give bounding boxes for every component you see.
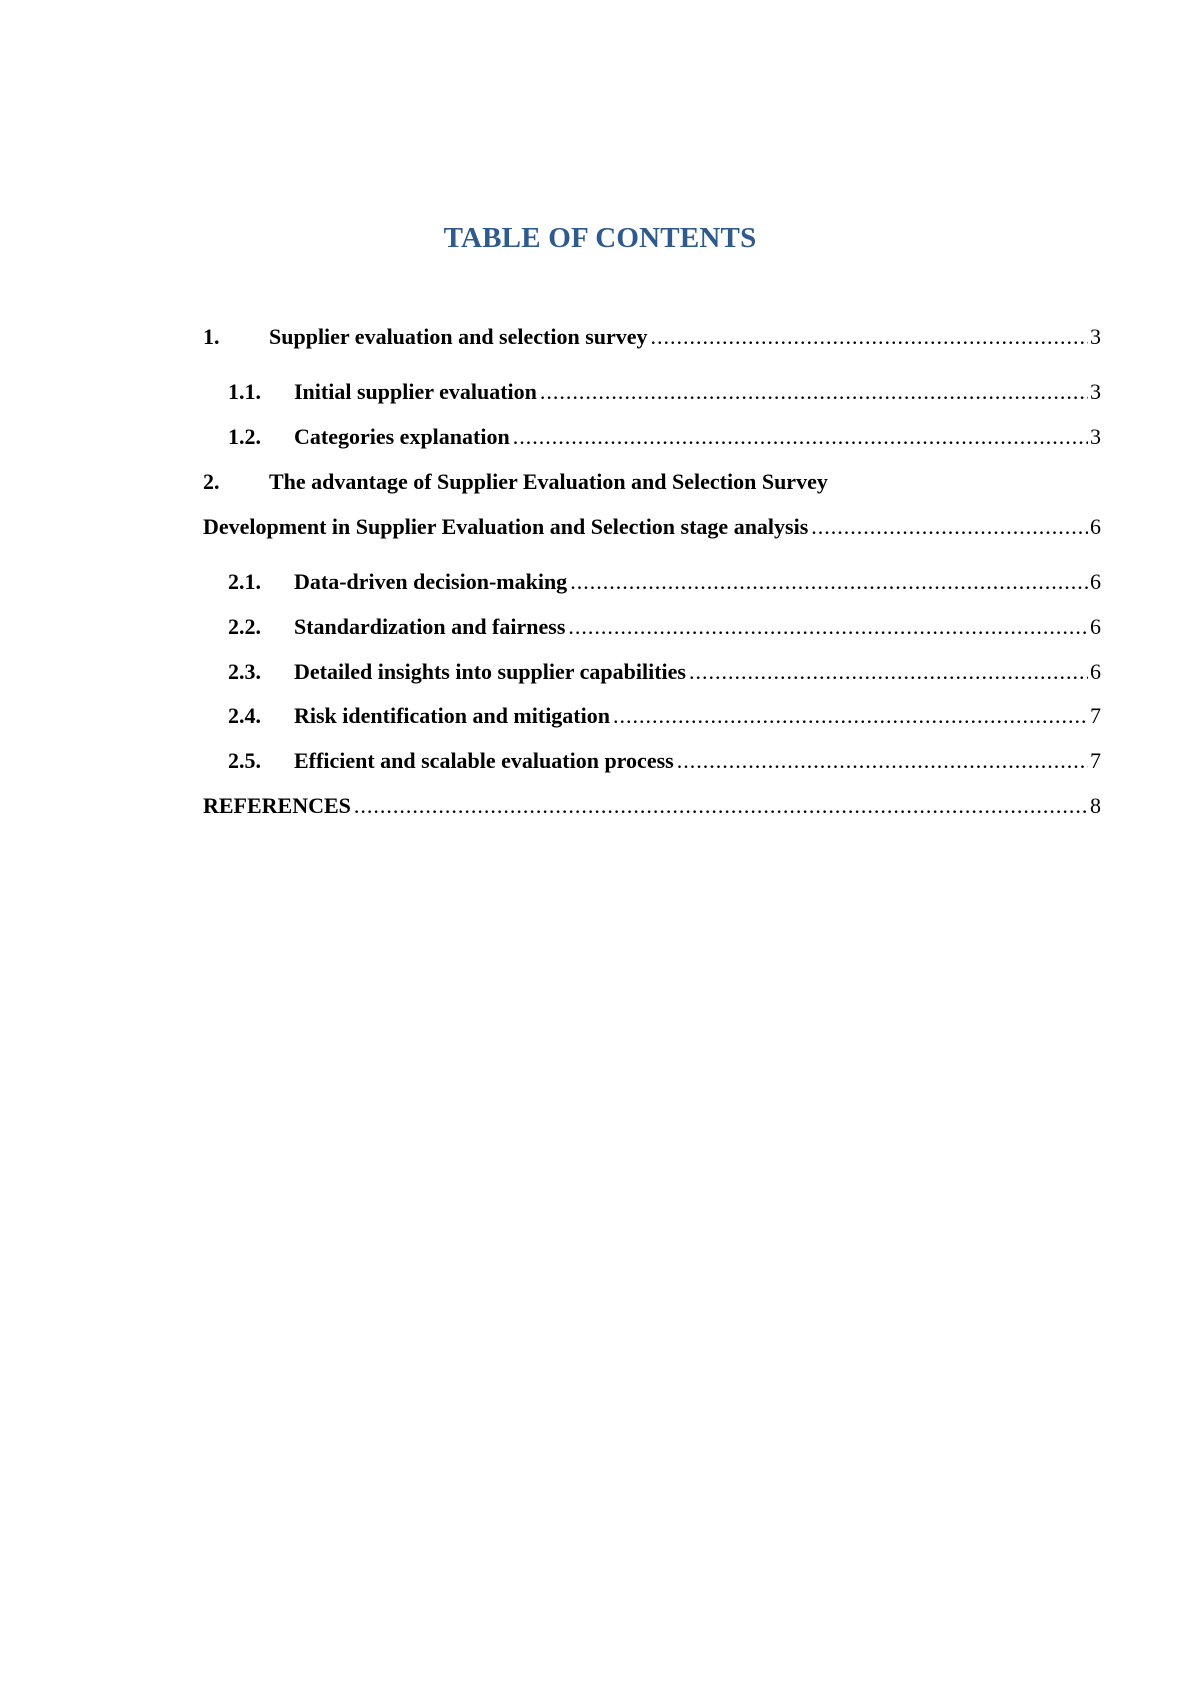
toc-entry-page: 6 xyxy=(1090,659,1101,684)
toc-entry-2-1[interactable] xyxy=(203,567,1101,597)
toc-entry-page: 8 xyxy=(1090,793,1101,818)
toc-entry-1[interactable] xyxy=(203,322,1101,352)
toc-entry-number: 2.3. xyxy=(228,659,261,684)
toc-entry-label: Supplier evaluation and selection survey xyxy=(269,324,648,349)
toc-heading: TABLE OF CONTENTS xyxy=(443,222,757,254)
toc-leader-dots xyxy=(677,746,1088,776)
toc-entry-page: 6 xyxy=(1090,569,1101,594)
toc-entry-number: 2.4. xyxy=(228,703,261,728)
toc-entry-2-5[interactable] xyxy=(203,746,1101,776)
toc-entry-label: Development in Supplier Evaluation and Selection stage analysis xyxy=(203,514,809,539)
toc-leader-dots xyxy=(568,612,1088,642)
toc-entry-label: Risk identification and mitigation xyxy=(294,703,610,728)
toc-entry-number: 2. xyxy=(203,469,220,494)
toc-entry-label: Categories explanation xyxy=(294,424,510,449)
toc-entry-number: 2.1. xyxy=(228,569,261,594)
toc-leader-dots xyxy=(651,322,1088,352)
toc-entry-label: Detailed insights into supplier capabilities xyxy=(294,659,686,684)
toc-entry-1-2[interactable] xyxy=(203,422,1101,452)
toc-entry-number: 1.1. xyxy=(228,379,261,404)
toc-entry-page: 3 xyxy=(1090,324,1101,349)
toc-leader-dots xyxy=(570,567,1088,597)
toc-entry-number: 2.2. xyxy=(228,614,261,639)
toc-entry-page: 7 xyxy=(1090,703,1101,728)
toc-entry-2-continued[interactable] xyxy=(203,512,1101,542)
toc-entry-2[interactable] xyxy=(203,467,1101,497)
toc-leader-dots xyxy=(354,791,1088,821)
toc-leader-dots xyxy=(811,512,1088,542)
toc-entry-page: 6 xyxy=(1090,514,1101,539)
toc-leader-dots xyxy=(613,701,1088,731)
toc-entry-label: Initial supplier evaluation xyxy=(294,379,537,404)
toc-entry-label: The advantage of Supplier Evaluation and Selection Survey xyxy=(269,469,828,494)
toc-leader-dots xyxy=(513,422,1088,452)
toc-entry-label: Data-driven decision-making xyxy=(294,569,568,594)
toc-leader-dots xyxy=(540,377,1088,407)
toc-entry-number: 2.5. xyxy=(228,748,261,773)
toc-entry-label: Efficient and scalable evaluation process xyxy=(294,748,674,773)
toc-entry-page: 3 xyxy=(1090,379,1101,404)
toc-entry-2-3[interactable] xyxy=(203,657,1101,687)
toc-entry-references[interactable] xyxy=(203,791,1101,821)
toc-entry-page: 6 xyxy=(1090,614,1101,639)
toc-leader-dots xyxy=(689,657,1088,687)
toc-entry-1-1[interactable] xyxy=(203,377,1101,407)
toc-entry-page: 7 xyxy=(1090,748,1101,773)
toc-entry-label: REFERENCES xyxy=(203,793,351,818)
toc-entry-number: 1.2. xyxy=(228,424,261,449)
toc-entry-label: Standardization and fairness xyxy=(294,614,566,639)
toc-entry-2-4[interactable] xyxy=(203,701,1101,731)
toc-entry-2-2[interactable] xyxy=(203,612,1101,642)
toc-entry-number: 1. xyxy=(203,324,220,349)
toc-entry-page: 3 xyxy=(1090,424,1101,449)
